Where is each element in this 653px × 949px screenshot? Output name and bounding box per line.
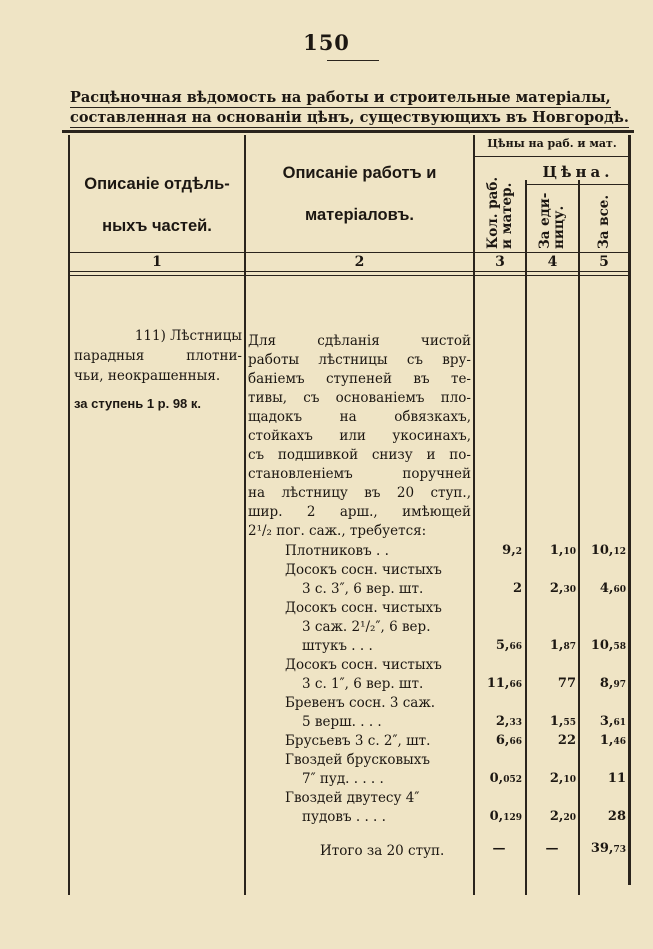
col-divider-3 xyxy=(525,180,527,895)
part-line-3: чьи, неокрашенныя. xyxy=(74,368,221,384)
header-qty-line-2: и матер. xyxy=(499,182,515,249)
price-group-rule xyxy=(526,184,630,185)
item-line: Брусьевъ 3 с. 2″, шт. xyxy=(285,733,431,749)
part-line-2: парадныя плотни- xyxy=(74,348,242,364)
total-total xyxy=(580,841,626,856)
item-qty: 6,66 xyxy=(495,733,522,748)
item-unit-price: 2,20 xyxy=(549,809,576,824)
col-divider-4 xyxy=(578,180,580,895)
header-qty xyxy=(478,159,522,249)
item-total: 10,12 xyxy=(590,543,626,558)
item-qty: 2,33 xyxy=(495,714,522,729)
header-unit-line-1: За еди- xyxy=(537,192,553,249)
item-unit-price: 22 xyxy=(557,733,576,748)
col-number-4: 4 xyxy=(547,254,558,270)
description-line: стойкахъ или укосинахъ, xyxy=(248,428,471,444)
item-line: Плотниковъ . . xyxy=(285,543,389,559)
item-unit-price: 1,10 xyxy=(549,543,576,558)
col-number-1: 1 xyxy=(152,254,162,270)
item-unit-price: 2,30 xyxy=(549,581,576,596)
work-description xyxy=(248,332,471,541)
page-number: 150 xyxy=(303,30,350,55)
header-price-group: Цѣна. xyxy=(542,163,614,181)
item-unit-price: 77 xyxy=(557,676,576,691)
header-col1 xyxy=(70,163,244,247)
item-total: 28 xyxy=(607,809,626,824)
col-number-rule-2 xyxy=(68,275,630,276)
title-line-1: Расцѣночная вѣдомость на работы и строительные матеріалы, xyxy=(70,89,611,106)
item-line: Гвоздей двутесу 4″ xyxy=(285,790,420,806)
item-total: 8,97 xyxy=(599,676,626,691)
item-total: 1,46 xyxy=(599,733,626,748)
header-qty-line-1: Кол. раб. xyxy=(485,176,501,249)
title-line-2: составленная на основаніи цѣнъ, существующихъ въ Новгородѣ. xyxy=(70,109,629,126)
header-col1-line-2: ныхъ частей. xyxy=(102,217,212,235)
item-line: Бревенъ сосн. 3 саж. xyxy=(285,695,436,711)
header-unit-text xyxy=(538,187,566,249)
item-line: Гвоздей брусковыхъ xyxy=(285,752,431,768)
total-qty: — xyxy=(492,841,506,856)
item-unit-price: 2,10 xyxy=(549,771,576,786)
header-col1-line-1: Описаніе отдѣль- xyxy=(84,175,230,193)
item-unit-price: 1,55 xyxy=(549,714,576,729)
header-col2 xyxy=(246,152,473,236)
table-title xyxy=(70,88,629,128)
header-col2-line-1: Описаніе работъ и xyxy=(282,164,437,182)
header-unit xyxy=(528,187,576,249)
part-line-1: 111) Лѣстницы xyxy=(134,328,242,344)
item-qty: 5,66 xyxy=(495,638,522,653)
page-number-underline xyxy=(327,60,379,61)
col-number-5: 5 xyxy=(599,254,609,270)
col-divider-2 xyxy=(473,135,475,895)
col-number-3: 3 xyxy=(495,254,505,270)
right-border xyxy=(628,135,631,885)
header-rule xyxy=(68,252,630,253)
description-line: шир. 2 арш., имѣющей xyxy=(248,504,471,520)
col-number-rule-1 xyxy=(68,271,630,272)
item-line: Досокъ сосн. чистыхъ xyxy=(285,600,442,616)
header-unit-line-2: ницу. xyxy=(551,205,567,249)
description-line: съ подшивкой снизу и по- xyxy=(248,447,471,463)
item-line: Досокъ сосн. чистыхъ xyxy=(285,562,442,578)
item-line: пудовъ . . . . xyxy=(302,809,386,825)
description-line: 2¹/₂ пог. саж., требуется: xyxy=(248,523,427,539)
item-total: 3,61 xyxy=(599,714,626,729)
description-line: работы лѣстницы съ вру- xyxy=(248,352,471,368)
description-line: на лѣстницу въ 20 ступ., xyxy=(248,485,471,501)
left-border xyxy=(68,135,70,895)
header-col2-line-2: матеріаловъ. xyxy=(305,206,414,224)
item-qty: 9,2 xyxy=(502,543,522,558)
item-line: штукъ . . . xyxy=(302,638,373,654)
part-price-note: за ступень 1 р. 98 к. xyxy=(74,396,202,411)
description-line: становленіемъ поручней xyxy=(248,466,471,482)
item-total: 11 xyxy=(607,771,626,786)
header-total-text: За все. xyxy=(596,194,612,249)
item-line: 5 верш. . . . xyxy=(302,714,382,730)
item-unit-price: 1,87 xyxy=(549,638,576,653)
item-line: 7″ пуд. . . . . xyxy=(302,771,384,787)
item-line: Досокъ сосн. чистыхъ xyxy=(285,657,442,673)
part-description xyxy=(74,326,242,414)
total-unit: — xyxy=(545,841,559,856)
item-qty: 0,129 xyxy=(489,809,522,824)
header-qty-text xyxy=(486,159,514,249)
total-label: Итого за 20 ступ. xyxy=(320,843,445,859)
header-prices-group: Цѣны на раб. и мат. xyxy=(487,137,617,150)
col-number-2: 2 xyxy=(354,254,365,270)
total-value: 39,73 xyxy=(590,841,626,856)
item-total: 4,60 xyxy=(599,581,626,596)
prices-group-rule xyxy=(474,156,630,157)
item-qty: 0,052 xyxy=(489,771,522,786)
item-qty: 11,66 xyxy=(486,676,522,691)
item-line: 3 с. 1″, 6 вер. шт. xyxy=(302,676,424,692)
description-line: Для сдѣланія чистой xyxy=(248,333,471,349)
description-line: щадокъ на обвязкахъ, xyxy=(248,409,471,425)
description-line: тивы, съ основаніемъ пло- xyxy=(248,390,471,406)
item-line: 3 с. 3″, 6 вер. шт. xyxy=(302,581,424,597)
table-top-rule xyxy=(62,130,634,133)
item-qty: 2 xyxy=(512,581,522,596)
description-line: баніемъ ступеней въ те- xyxy=(248,371,471,387)
item-total: 10,58 xyxy=(590,638,626,653)
header-total xyxy=(581,187,627,249)
item-line: 3 саж. 2¹/₂″, 6 вер. xyxy=(302,619,431,635)
col-divider-1 xyxy=(244,135,246,895)
